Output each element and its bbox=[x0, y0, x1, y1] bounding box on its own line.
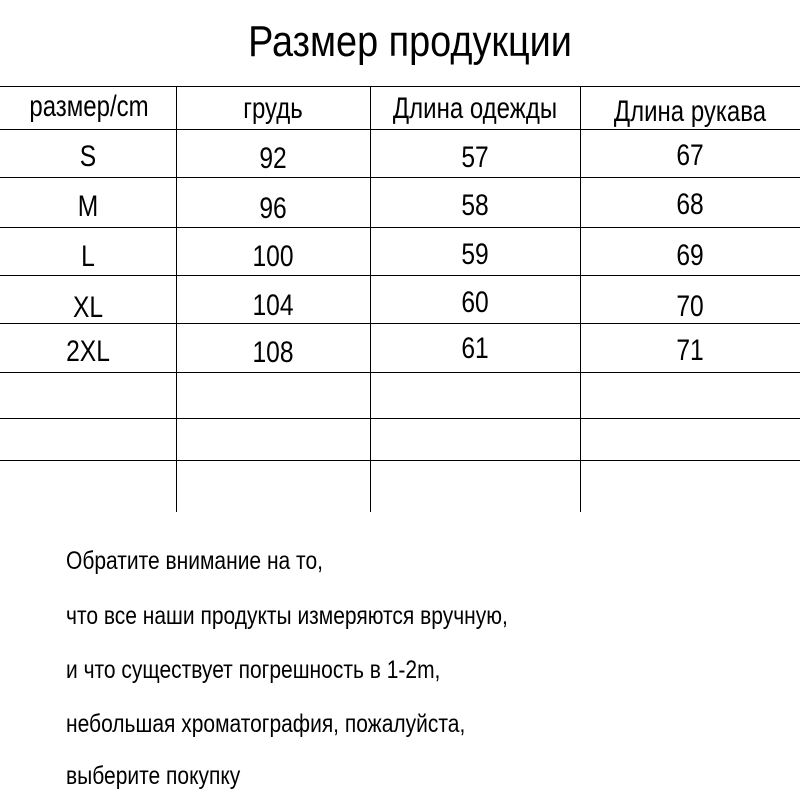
cell-chest: 108 bbox=[252, 336, 294, 369]
cell-garment-length: 61 bbox=[461, 332, 489, 365]
cell-size: L bbox=[81, 240, 95, 273]
cell-size: M bbox=[77, 190, 99, 223]
note-line: что все наши продукты измеряются вручную, bbox=[66, 602, 508, 630]
cell-chest: 92 bbox=[259, 142, 287, 175]
column-divider bbox=[580, 86, 581, 512]
cell-chest: 100 bbox=[252, 240, 294, 273]
cell-sleeve-length: 70 bbox=[676, 290, 704, 323]
cell-garment-length: 57 bbox=[461, 141, 489, 174]
cell-sleeve-length: 69 bbox=[676, 239, 704, 272]
table-rule bbox=[0, 418, 800, 419]
cell-chest: 104 bbox=[252, 289, 294, 322]
note-line: небольшая хроматография, пожалуйста, bbox=[66, 710, 466, 738]
header-garment-length: Длина одежды bbox=[392, 92, 558, 125]
cell-sleeve-length: 67 bbox=[676, 139, 704, 172]
cell-sleeve-length: 68 bbox=[676, 188, 704, 221]
table-rule bbox=[0, 460, 800, 461]
header-sleeve-length: Длина рукава bbox=[613, 95, 767, 128]
note-line: выберите покупку bbox=[66, 762, 241, 790]
column-divider bbox=[370, 86, 371, 512]
cell-garment-length: 60 bbox=[461, 286, 489, 319]
cell-size: 2XL bbox=[66, 335, 110, 368]
table-rule bbox=[0, 372, 800, 373]
cell-size: XL bbox=[72, 291, 104, 324]
column-divider bbox=[176, 86, 177, 512]
cell-sleeve-length: 71 bbox=[676, 334, 704, 367]
note-line: и что существует погрешность в 1-2m, bbox=[66, 656, 441, 684]
header-chest: грудь bbox=[243, 92, 303, 125]
header-size: размер/cm bbox=[29, 90, 149, 123]
size-table bbox=[0, 86, 800, 512]
table-rule bbox=[0, 227, 800, 228]
cell-garment-length: 58 bbox=[461, 189, 489, 222]
cell-size: S bbox=[79, 140, 97, 173]
note-line: Обратите внимание на то, bbox=[66, 547, 323, 575]
cell-chest: 96 bbox=[259, 192, 287, 225]
page-title: Размер продукции bbox=[248, 17, 572, 66]
cell-garment-length: 59 bbox=[461, 238, 489, 271]
